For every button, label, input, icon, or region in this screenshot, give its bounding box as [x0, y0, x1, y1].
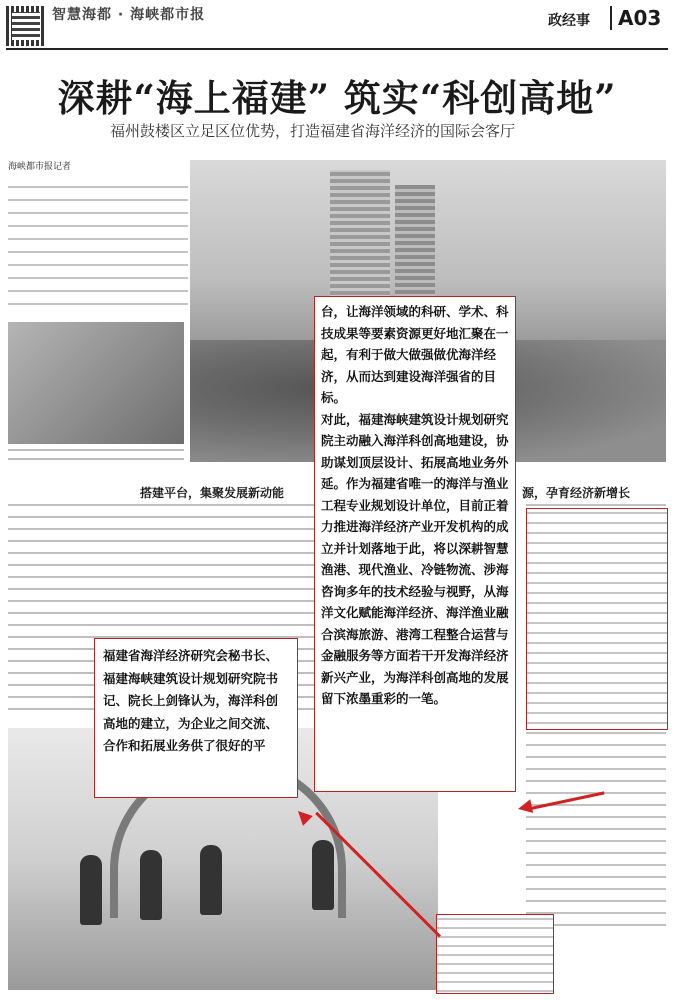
arrow-head-icon	[517, 799, 534, 816]
person-figure	[140, 850, 162, 920]
person-figure	[200, 845, 222, 915]
headline-title: 深耕“海上福建” 筑实“科创高地”	[57, 76, 617, 120]
lead-text-block	[8, 182, 188, 312]
meeting-photo-caption-block	[8, 446, 184, 464]
page-number: A03	[610, 6, 661, 30]
byline: 海峡都市报记者	[8, 162, 72, 172]
person-figure	[312, 840, 334, 910]
callout-right-column	[526, 508, 668, 730]
callout-main	[314, 296, 516, 792]
newspaper-brand: 智慧海都 · 海峡都市报	[52, 7, 206, 23]
meeting-photo	[8, 322, 184, 444]
subhead-right: 源，孕育经济新增长	[522, 486, 631, 500]
section-label: 政经事	[548, 13, 590, 29]
callout-main-text: 台，让海洋领域的科研、学术、科技成果等要素资源更好地汇聚在一起，有利于做大做强做优海洋经济，从而达到建设海洋强省的目标。 对此，福建海峡建筑设计规划研究院主动融入海洋科创高地建设，协助谋划顶层设计、拓展高地业务外延。作为福建省唯一的海洋与渔业工程专业规划设计单位，目前正着力推进海洋经济产业开发机构的成立并计划落地于此，将以深耕智慧渔港、现代渔业、冷链物流、涉海咨询多年的技术经验与视野，从海洋文化赋能海洋经济、海洋渔业融合滨海旅游、港湾工程整合运营与金融服务等方面若干开发海洋经济新兴产业，为海洋科创高地的发展留下浓墨重彩的一笔。	[321, 304, 509, 706]
callout-left	[94, 638, 298, 798]
subhead-left: 搭建平台，集聚发展新动能	[140, 486, 285, 500]
masthead-rule	[6, 48, 668, 50]
person-figure	[80, 855, 102, 925]
callout-left-text: 福建省海洋经济研究会秘书长、福建海峡建筑设计规划研究院书记、院长上剑锋认为，海洋科创高地的建立，为企业之间交流、合作和拓展业务供了很好的平	[103, 648, 279, 753]
callout-bottom-right	[436, 914, 554, 994]
qr-code-icon	[6, 6, 46, 46]
headline-subtitle: 福州鼓楼区立足区位优势，打造福建省海洋经济的国际会客厅	[110, 122, 516, 140]
